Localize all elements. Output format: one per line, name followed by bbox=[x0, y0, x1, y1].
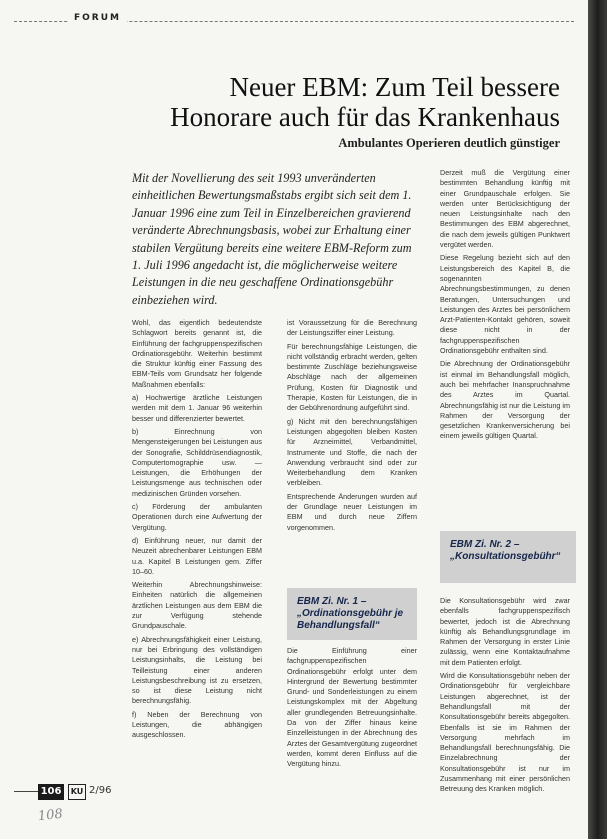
body-column-1 bbox=[132, 318, 262, 788]
handwritten-page-number: 108 bbox=[37, 806, 64, 825]
paragraph: a) Hochwertige ärztliche Leistungen werden mit dem 1. Januar 96 weiterhin besser und differenzierter bewertet. bbox=[132, 393, 262, 423]
paragraph: c) Förderung der ambulanten Operationen durch eine Aufwertung der Vergütung. bbox=[132, 502, 262, 532]
section-label: FORUM bbox=[68, 13, 127, 23]
paragraph: Die Einführung einer fachgruppenspezifischen Ordinationsgebühr erfolgt unter dem Hintergrund der Bewertung bestimmter Grund- und Sonderleistungen zu einem Leistungskomplex mit der Abgeltung aller grundlegenden Betreuungsinhalte. Da von der Ziffer hinaus keine Einzelleistungen in der Abrechnung des Arztes der Gesamtvergütung zugeordnet werden, kommt deren Einfluss auf die Vergütung hinzu. bbox=[287, 646, 417, 769]
footer-rule bbox=[14, 791, 38, 792]
paragraph: Weiterhin Abrechnungshinweise: Einheiten natürlich die allgemeinen ärztlichen Leistungen aus dem EBM die zur Verfügung stehende Grundpauschale. bbox=[132, 580, 262, 631]
paragraph: Wird die Konsultationsgebühr neben der Ordinationsgebühr für vergleichbare Leistungen abgerechnet, ist der Behandlungsfall mit der Konsultationsgebühr bereits abgegolten. Ebenfalls ist sie im Rahmen der Versorgung mehrfach im Behandlungsfall berechnungsfähig. Die Einzelabrechnung der Konsultationsgebühr ist nur im Zusammenhang mit einer persönlichen Betreuung des Kranken möglich. bbox=[440, 671, 570, 794]
paragraph: g) Nicht mit den berechnungsfähigen Leistungen abgegolten bleiben Kosten für Arzneimittel, Verbandmittel, Instrumente und Stoffe, die nach der Anwendung verbraucht sind oder zur Weiterbehandlung dem Kranken verbleiben. bbox=[287, 416, 417, 488]
paragraph: ist Voraussetzung für die Berechnung der Leistungsziffer einer Leistung. bbox=[287, 318, 417, 338]
paragraph: Für berechnungsfähige Leistungen, die nicht vollständig erbracht werden, gelten bestimmte Zuschläge beziehungsweise Abschläge nach der allgemeinen Prüfung, Kosten für Diagnostik und Therapie, Kosten für Leistungen, die in der Gebührenordnung aufgeführt sind. bbox=[287, 341, 417, 413]
paragraph: Derzeit muß die Vergütung einer bestimmten Behandlung künftig mit einer Grundpauschale erfolgen. Sie werden unter Berücksichtigung der neuen Leistungsinhalte nach den Bestimmungen des EBM abgerechnet, die nach dem jeweils gültigen Punktwert vergütet werden. bbox=[440, 168, 570, 250]
subheading-box-konsultationsgebuehr bbox=[440, 531, 576, 583]
paragraph: d) Einführung neuer, nur damit der Neuzeit abrechenbarer Leistungen EBM u.a. Kapitel B Leistungen gem. Ziffer 10–60. bbox=[132, 535, 262, 576]
box-title: EBM Zi. Nr. 1 – bbox=[297, 596, 367, 607]
page-footer bbox=[14, 781, 144, 803]
article-subtitle: Ambulantes Operieren deutlich günstiger bbox=[338, 136, 560, 150]
paragraph: Diese Regelung bezieht sich auf den Leistungsbereich des Kapitel B, die sogenannten Abrechnungsbestimmungen, zu denen Beratungen, Untersuchungen und Leistungen des Arztes bei persönlichem Arzt-Patienten-Kontakt gehören, soweit diese nicht in der fachgruppenspezifischen Ordinationsgebühr enthalten sind. bbox=[440, 253, 570, 356]
body-column-2 bbox=[287, 318, 417, 588]
lead-paragraph: Mit der Novellierung des seit 1993 unveränderten einheitlichen Bewertungsmaßstabs ergibt sich seit dem 1. Januar 1996 eine zum Teil in Einzelbereichen gravierend veränderte Abrechnungsbasis, wobei zur Erhaltung einer stabilen Vergütung bereits eine weitere EBM-Reform zum 1. Juli 1996 angedacht ist, die möglicherweise weitere Leistungen in die neu geschaffene Ordinationsgebühr einbeziehen wird. bbox=[132, 171, 412, 307]
title-line-2: Honorare auch für das Krankenhaus bbox=[170, 102, 560, 132]
page-number: 106 bbox=[38, 784, 64, 800]
paragraph: e) Abrechnungsfähigkeit einer Leistung, nur bei Erbringung des vollständigen Leistungsinhalts, die Leistung bei Teilleistung einer anderen Leistungsbeschreibung ist zu ersetzen, so ist diese Leistung nicht berechnungsfähig. bbox=[132, 634, 262, 706]
paragraph: Die Abrechnung der Ordinationsgebühr ist einmal im Behandlungsfall möglich, auch bei mehrfacher Inanspruchnahme des Arztes im Quartal. Abrechnungsfähig ist nur die Leistung im Rahmen der Versorgung der gesetzlichen Krankenversicherung bei einem jeweils gültigen Quartal. bbox=[440, 359, 570, 441]
paragraph: b) Einrechnung von Mengensteigerungen bei Leistungen aus der Sonografie, Schilddrüsendiagnostik, Computertomographie usw. — Leistungen, die Erhöhungen der Leistungsmenge aus technischen oder medizinischen Gründen vorsehen. bbox=[132, 426, 262, 498]
paragraph: Die Konsultationsgebühr wird zwar ebenfalls fachgruppenspezifisch bewertet, jedoch ist die Abrechnung künftig als Behandlungsgrundlage im Rahmen der Versorgung in erster Linie zulässig, wenn eine Kontaktaufnahme mit dem Patienten erfolgt. bbox=[440, 596, 570, 667]
box-title: EBM Zi. Nr. 2 – bbox=[450, 539, 520, 550]
article-title bbox=[90, 72, 560, 132]
body-column-3-continued bbox=[440, 596, 570, 794]
box-subtitle: „Konsultationsgebühr“ bbox=[450, 551, 561, 562]
section-header bbox=[14, 10, 574, 32]
binding-edge bbox=[588, 0, 607, 839]
body-column-2-continued bbox=[287, 646, 417, 788]
box-subtitle: „Ordinationsgebühr je Behandlungsfall“ bbox=[297, 608, 404, 631]
body-column-3 bbox=[440, 168, 570, 582]
title-line-1: Neuer EBM: Zum Teil bessere bbox=[229, 72, 560, 102]
subheading-box-ordinationsgebuehr bbox=[287, 588, 417, 640]
paragraph: Wohl, das eigentlich bedeutendste Schlagwort bereits genannt ist, die Einführung der fachgruppenspezifischen Ordinationsgebühr. Weiterhin bestimmt die Struktur künftig einer Fassung des EBM-Teils vom Grundsatz her folgende Maßnahmen ebenfalls: bbox=[132, 318, 262, 389]
paragraph: f) Neben der Berechnung von Leistungen, die abhängigen ausgeschlossen. bbox=[132, 709, 262, 740]
issue-number: 2/96 bbox=[89, 785, 112, 796]
magazine-logo: KU bbox=[68, 784, 86, 800]
paragraph: Entsprechende Änderungen wurden auf der Grundlage neuer Leistungen im EBM und durch neue Ziffern vorgenommen. bbox=[287, 491, 417, 532]
